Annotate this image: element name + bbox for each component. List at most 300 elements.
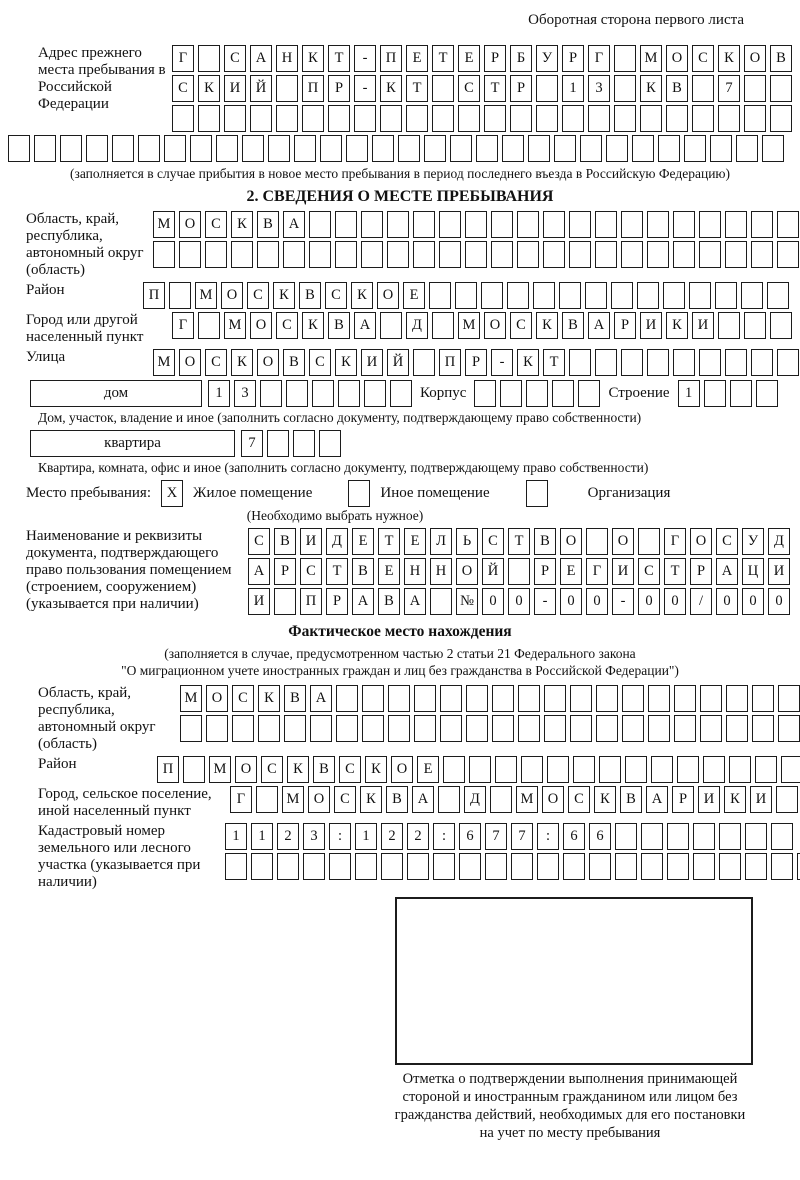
char-box: Д bbox=[326, 528, 348, 555]
char-box bbox=[693, 853, 715, 880]
char-box bbox=[286, 380, 308, 407]
char-box: Т bbox=[328, 45, 350, 72]
char-box: Р bbox=[326, 588, 348, 615]
char-box: № bbox=[456, 588, 478, 615]
char-box: К bbox=[718, 45, 740, 72]
apartment-row bbox=[30, 430, 800, 457]
char-box: К bbox=[365, 756, 387, 783]
char-box bbox=[751, 349, 773, 376]
char-box: К bbox=[302, 45, 324, 72]
char-box bbox=[338, 380, 360, 407]
char-grid-row bbox=[208, 380, 412, 407]
char-box bbox=[647, 241, 669, 268]
char-box bbox=[433, 853, 455, 880]
stamp-box bbox=[395, 897, 753, 1065]
char-box: В bbox=[352, 558, 374, 585]
char-box bbox=[60, 135, 82, 162]
char-box bbox=[710, 135, 732, 162]
char-box bbox=[232, 715, 254, 742]
char-box bbox=[198, 45, 220, 72]
char-box bbox=[563, 853, 585, 880]
char-box bbox=[312, 380, 334, 407]
char-box bbox=[250, 105, 272, 132]
char-box: 6 bbox=[459, 823, 481, 850]
char-box: Т bbox=[508, 528, 530, 555]
char-box bbox=[439, 211, 461, 238]
char-box bbox=[663, 282, 685, 309]
char-box bbox=[510, 105, 532, 132]
char-box: В bbox=[313, 756, 335, 783]
char-box bbox=[164, 135, 186, 162]
char-box bbox=[231, 241, 253, 268]
region2-field bbox=[0, 685, 800, 753]
char-box bbox=[744, 75, 766, 102]
char-box bbox=[752, 685, 774, 712]
char-box: С bbox=[510, 312, 532, 339]
char-box bbox=[406, 105, 428, 132]
char-box bbox=[346, 135, 368, 162]
char-box: Т bbox=[432, 45, 454, 72]
char-box: П bbox=[157, 756, 179, 783]
char-box bbox=[476, 135, 498, 162]
char-box: Т bbox=[664, 558, 686, 585]
char-box bbox=[485, 853, 507, 880]
char-box: С bbox=[172, 75, 194, 102]
char-box: Е bbox=[403, 282, 425, 309]
char-box bbox=[595, 241, 617, 268]
char-box: М bbox=[282, 786, 304, 813]
char-box bbox=[640, 105, 662, 132]
char-box: Е bbox=[417, 756, 439, 783]
char-box: 6 bbox=[589, 823, 611, 850]
char-box bbox=[466, 685, 488, 712]
char-box: В bbox=[284, 685, 306, 712]
city2-field bbox=[0, 786, 800, 820]
char-box bbox=[777, 211, 799, 238]
char-box bbox=[355, 853, 377, 880]
char-box: - bbox=[354, 75, 376, 102]
char-box bbox=[183, 756, 205, 783]
char-box: А bbox=[716, 558, 738, 585]
document-field bbox=[0, 528, 800, 615]
char-box bbox=[684, 135, 706, 162]
stay-type-note: (Необходимо выбрать нужное) bbox=[246, 508, 424, 523]
char-box bbox=[440, 715, 462, 742]
char-box bbox=[673, 211, 695, 238]
char-box bbox=[570, 685, 592, 712]
char-box: И bbox=[692, 312, 714, 339]
char-box: 0 bbox=[482, 588, 504, 615]
char-box bbox=[648, 685, 670, 712]
char-box bbox=[34, 135, 56, 162]
char-box: О bbox=[612, 528, 634, 555]
char-box: О bbox=[666, 45, 688, 72]
char-box: Р bbox=[484, 45, 506, 72]
char-box bbox=[190, 135, 212, 162]
char-box bbox=[388, 685, 410, 712]
char-box: О bbox=[391, 756, 413, 783]
page-side-note: Оборотная сторона первого листа bbox=[528, 12, 744, 28]
char-box: С bbox=[325, 282, 347, 309]
char-box: В bbox=[378, 588, 400, 615]
section-title: 2. СВЕДЕНИЯ О МЕСТЕ ПРЕБЫВАНИЯ bbox=[246, 188, 554, 205]
char-box bbox=[284, 715, 306, 742]
char-grid-row bbox=[153, 349, 799, 376]
char-box bbox=[511, 853, 533, 880]
char-box bbox=[277, 853, 299, 880]
char-grid-row bbox=[225, 823, 800, 850]
char-box bbox=[621, 241, 643, 268]
char-box: Р bbox=[672, 786, 694, 813]
checkbox-zhiloe: X bbox=[161, 480, 183, 507]
char-box bbox=[741, 282, 763, 309]
char-box: С bbox=[205, 349, 227, 376]
char-box: М bbox=[458, 312, 480, 339]
char-grid-row bbox=[180, 715, 800, 742]
char-box bbox=[658, 135, 680, 162]
char-grid-row bbox=[248, 588, 790, 615]
char-box bbox=[622, 715, 644, 742]
char-box: 0 bbox=[638, 588, 660, 615]
char-box: Й bbox=[482, 558, 504, 585]
char-box bbox=[260, 380, 282, 407]
char-box bbox=[387, 211, 409, 238]
char-box bbox=[528, 135, 550, 162]
char-box bbox=[429, 282, 451, 309]
char-box: О bbox=[257, 349, 279, 376]
char-box: К bbox=[666, 312, 688, 339]
char-box: О bbox=[744, 45, 766, 72]
char-box bbox=[138, 135, 160, 162]
char-box: С bbox=[482, 528, 504, 555]
char-box bbox=[648, 715, 670, 742]
char-box bbox=[361, 211, 383, 238]
actual-location-note-1: (заполняется в случае, предусмотренном частью 2 статьи 21 Федерального закона bbox=[164, 646, 636, 661]
char-box bbox=[443, 756, 465, 783]
city2-label: Город, сельское поселение, иной населенный пункт bbox=[38, 786, 212, 819]
char-grid-row bbox=[241, 430, 341, 457]
char-box: Д bbox=[464, 786, 486, 813]
char-box bbox=[430, 588, 452, 615]
char-box: К bbox=[380, 75, 402, 102]
char-box bbox=[361, 241, 383, 268]
char-grid-row bbox=[153, 211, 799, 238]
char-box: М bbox=[224, 312, 246, 339]
char-box: О bbox=[308, 786, 330, 813]
char-box bbox=[641, 823, 663, 850]
char-box: В bbox=[328, 312, 350, 339]
stamp-caption-line: стороной и иностранным гражданином или лицом без bbox=[402, 1089, 738, 1105]
char-box: 0 bbox=[768, 588, 790, 615]
char-grid-row bbox=[248, 528, 790, 555]
char-box: С bbox=[261, 756, 283, 783]
char-box: 1 bbox=[678, 380, 700, 407]
char-box bbox=[703, 756, 725, 783]
char-box: Г bbox=[172, 45, 194, 72]
char-grid-row bbox=[172, 312, 792, 339]
prev-address-field bbox=[0, 45, 800, 132]
char-box: М bbox=[516, 786, 538, 813]
char-box: Т bbox=[378, 528, 400, 555]
stay-type-row bbox=[0, 480, 800, 507]
char-grid-row bbox=[225, 853, 800, 880]
stay-type-label: Место пребывания: bbox=[26, 485, 151, 501]
char-box bbox=[606, 135, 628, 162]
char-box: П bbox=[300, 588, 322, 615]
char-box bbox=[491, 241, 513, 268]
char-box: К bbox=[335, 349, 357, 376]
char-box bbox=[258, 715, 280, 742]
cadastral-label: Кадастровый номер земельного или лесного участка (указывается при наличии) bbox=[38, 823, 201, 890]
char-box bbox=[621, 349, 643, 376]
char-box bbox=[465, 211, 487, 238]
char-box bbox=[543, 211, 565, 238]
stamp-caption-line: на учет по месту пребывания bbox=[479, 1125, 661, 1141]
street-field bbox=[0, 349, 800, 376]
char-box: К bbox=[536, 312, 558, 339]
char-box bbox=[424, 135, 446, 162]
char-box: Й bbox=[250, 75, 272, 102]
char-box: И bbox=[612, 558, 634, 585]
char-box: Р bbox=[510, 75, 532, 102]
char-box: К bbox=[517, 349, 539, 376]
char-box: С bbox=[300, 558, 322, 585]
char-box: К bbox=[724, 786, 746, 813]
char-box: А bbox=[310, 685, 332, 712]
char-box: В bbox=[274, 528, 296, 555]
char-box: 6 bbox=[563, 823, 585, 850]
char-box bbox=[755, 756, 777, 783]
option-label-organizaciya: Организация bbox=[587, 485, 671, 501]
char-box: 0 bbox=[560, 588, 582, 615]
char-box bbox=[329, 853, 351, 880]
char-box: Р bbox=[614, 312, 636, 339]
char-box bbox=[632, 135, 654, 162]
char-box: М bbox=[640, 45, 662, 72]
char-box bbox=[508, 558, 530, 585]
char-box bbox=[693, 823, 715, 850]
char-box bbox=[438, 786, 460, 813]
char-box bbox=[319, 430, 341, 457]
char-box bbox=[432, 105, 454, 132]
char-box: Д bbox=[406, 312, 428, 339]
char-box bbox=[517, 241, 539, 268]
char-box bbox=[673, 349, 695, 376]
house-caption: Дом, участок, владение и иное (заполнить согласно документу, подтверждающему право собственности) bbox=[38, 410, 642, 425]
char-box bbox=[380, 312, 402, 339]
char-box: О bbox=[206, 685, 228, 712]
char-box bbox=[744, 312, 766, 339]
char-box: 2 bbox=[381, 823, 403, 850]
char-grid-row bbox=[474, 380, 600, 407]
char-box bbox=[552, 380, 574, 407]
char-box: Г bbox=[588, 45, 610, 72]
char-box: О bbox=[456, 558, 478, 585]
char-box bbox=[274, 588, 296, 615]
char-box bbox=[490, 786, 512, 813]
char-box bbox=[380, 105, 402, 132]
char-box bbox=[725, 211, 747, 238]
char-box: И bbox=[224, 75, 246, 102]
char-box bbox=[595, 211, 617, 238]
char-box bbox=[554, 135, 576, 162]
char-box: 3 bbox=[234, 380, 256, 407]
char-box: Р bbox=[328, 75, 350, 102]
char-box bbox=[699, 349, 721, 376]
char-box bbox=[466, 715, 488, 742]
char-box: К bbox=[258, 685, 280, 712]
char-box: Е bbox=[378, 558, 400, 585]
char-box: 7 bbox=[485, 823, 507, 850]
char-box: К bbox=[198, 75, 220, 102]
char-box: 1 bbox=[225, 823, 247, 850]
char-box bbox=[257, 241, 279, 268]
char-box bbox=[268, 135, 290, 162]
char-box: Т bbox=[484, 75, 506, 102]
char-box bbox=[372, 135, 394, 162]
char-box: А bbox=[404, 588, 426, 615]
char-box bbox=[719, 853, 741, 880]
char-box: И bbox=[640, 312, 662, 339]
char-box: 1 bbox=[355, 823, 377, 850]
char-box: К bbox=[360, 786, 382, 813]
char-box: П bbox=[302, 75, 324, 102]
char-box: М bbox=[153, 211, 175, 238]
char-box bbox=[336, 685, 358, 712]
char-box: А bbox=[646, 786, 668, 813]
char-box bbox=[611, 282, 633, 309]
char-grid-row bbox=[230, 786, 798, 813]
char-box bbox=[8, 135, 30, 162]
char-grid-row bbox=[143, 282, 789, 309]
char-box: Р bbox=[562, 45, 584, 72]
char-box bbox=[439, 241, 461, 268]
char-box: И bbox=[361, 349, 383, 376]
char-box bbox=[569, 349, 591, 376]
char-box bbox=[771, 853, 793, 880]
prev-address-label: Адрес прежнего места пребывания в Российской Федерации bbox=[38, 45, 166, 112]
region-label: Область, край, республика, автономный округ (область) bbox=[26, 211, 144, 278]
char-box bbox=[450, 135, 472, 162]
char-box bbox=[547, 756, 569, 783]
korpus-label: Корпус bbox=[420, 385, 467, 401]
char-box bbox=[537, 853, 559, 880]
char-box bbox=[615, 853, 637, 880]
char-box: О bbox=[179, 349, 201, 376]
char-box: 0 bbox=[664, 588, 686, 615]
char-box bbox=[751, 241, 773, 268]
char-box: 2 bbox=[407, 823, 429, 850]
char-box bbox=[502, 135, 524, 162]
char-box bbox=[276, 105, 298, 132]
char-box bbox=[762, 135, 784, 162]
char-box bbox=[407, 853, 429, 880]
char-box: 7 bbox=[511, 823, 533, 850]
char-box: И bbox=[698, 786, 720, 813]
char-box bbox=[492, 715, 514, 742]
char-box bbox=[354, 105, 376, 132]
char-box bbox=[521, 756, 543, 783]
region-field bbox=[0, 211, 800, 279]
char-box: Р bbox=[534, 558, 556, 585]
street-label: Улица bbox=[26, 349, 66, 365]
char-box bbox=[700, 685, 722, 712]
char-box bbox=[770, 75, 792, 102]
char-box: С bbox=[309, 349, 331, 376]
char-box bbox=[586, 528, 608, 555]
char-box bbox=[778, 685, 800, 712]
char-box: 7 bbox=[241, 430, 263, 457]
char-box bbox=[517, 211, 539, 238]
char-box: Е bbox=[404, 528, 426, 555]
city-label: Город или другой населенный пункт bbox=[26, 312, 144, 345]
char-box bbox=[198, 312, 220, 339]
char-box: Т bbox=[326, 558, 348, 585]
char-box: О bbox=[690, 528, 712, 555]
char-box: М bbox=[195, 282, 217, 309]
char-box: / bbox=[690, 588, 712, 615]
char-box bbox=[666, 105, 688, 132]
char-box bbox=[745, 853, 767, 880]
char-box: М bbox=[153, 349, 175, 376]
char-box bbox=[413, 211, 435, 238]
char-box bbox=[578, 380, 600, 407]
char-box: С bbox=[224, 45, 246, 72]
char-box bbox=[432, 312, 454, 339]
char-box bbox=[776, 786, 798, 813]
char-box bbox=[455, 282, 477, 309]
char-box: 1 bbox=[562, 75, 584, 102]
char-box bbox=[362, 715, 384, 742]
char-box: А bbox=[412, 786, 434, 813]
char-box: 3 bbox=[303, 823, 325, 850]
char-box: Н bbox=[276, 45, 298, 72]
char-box bbox=[390, 380, 412, 407]
char-box bbox=[495, 756, 517, 783]
char-box bbox=[310, 715, 332, 742]
char-box: У bbox=[742, 528, 764, 555]
char-box: Г bbox=[586, 558, 608, 585]
char-box: А bbox=[248, 558, 270, 585]
char-box: О bbox=[560, 528, 582, 555]
char-box bbox=[216, 135, 238, 162]
char-box: С bbox=[248, 528, 270, 555]
char-box: Е bbox=[352, 528, 374, 555]
actual-location-title: Фактическое место нахождения bbox=[288, 623, 512, 640]
house-type-box: дом bbox=[30, 380, 202, 407]
char-grid-row bbox=[172, 45, 792, 72]
char-box bbox=[507, 282, 529, 309]
cadastral-field bbox=[0, 823, 800, 891]
char-box: И bbox=[750, 786, 772, 813]
char-box bbox=[585, 282, 607, 309]
char-box: Н bbox=[430, 558, 452, 585]
char-box bbox=[718, 105, 740, 132]
char-box: Е bbox=[406, 45, 428, 72]
char-box bbox=[544, 715, 566, 742]
char-box bbox=[781, 756, 800, 783]
char-box: Д bbox=[768, 528, 790, 555]
char-box bbox=[756, 380, 778, 407]
char-box bbox=[153, 241, 175, 268]
char-box bbox=[469, 756, 491, 783]
char-box bbox=[614, 75, 636, 102]
char-box bbox=[725, 349, 747, 376]
char-box bbox=[381, 853, 403, 880]
char-box: Т bbox=[406, 75, 428, 102]
char-grid-row bbox=[172, 105, 792, 132]
house-row bbox=[30, 380, 800, 407]
